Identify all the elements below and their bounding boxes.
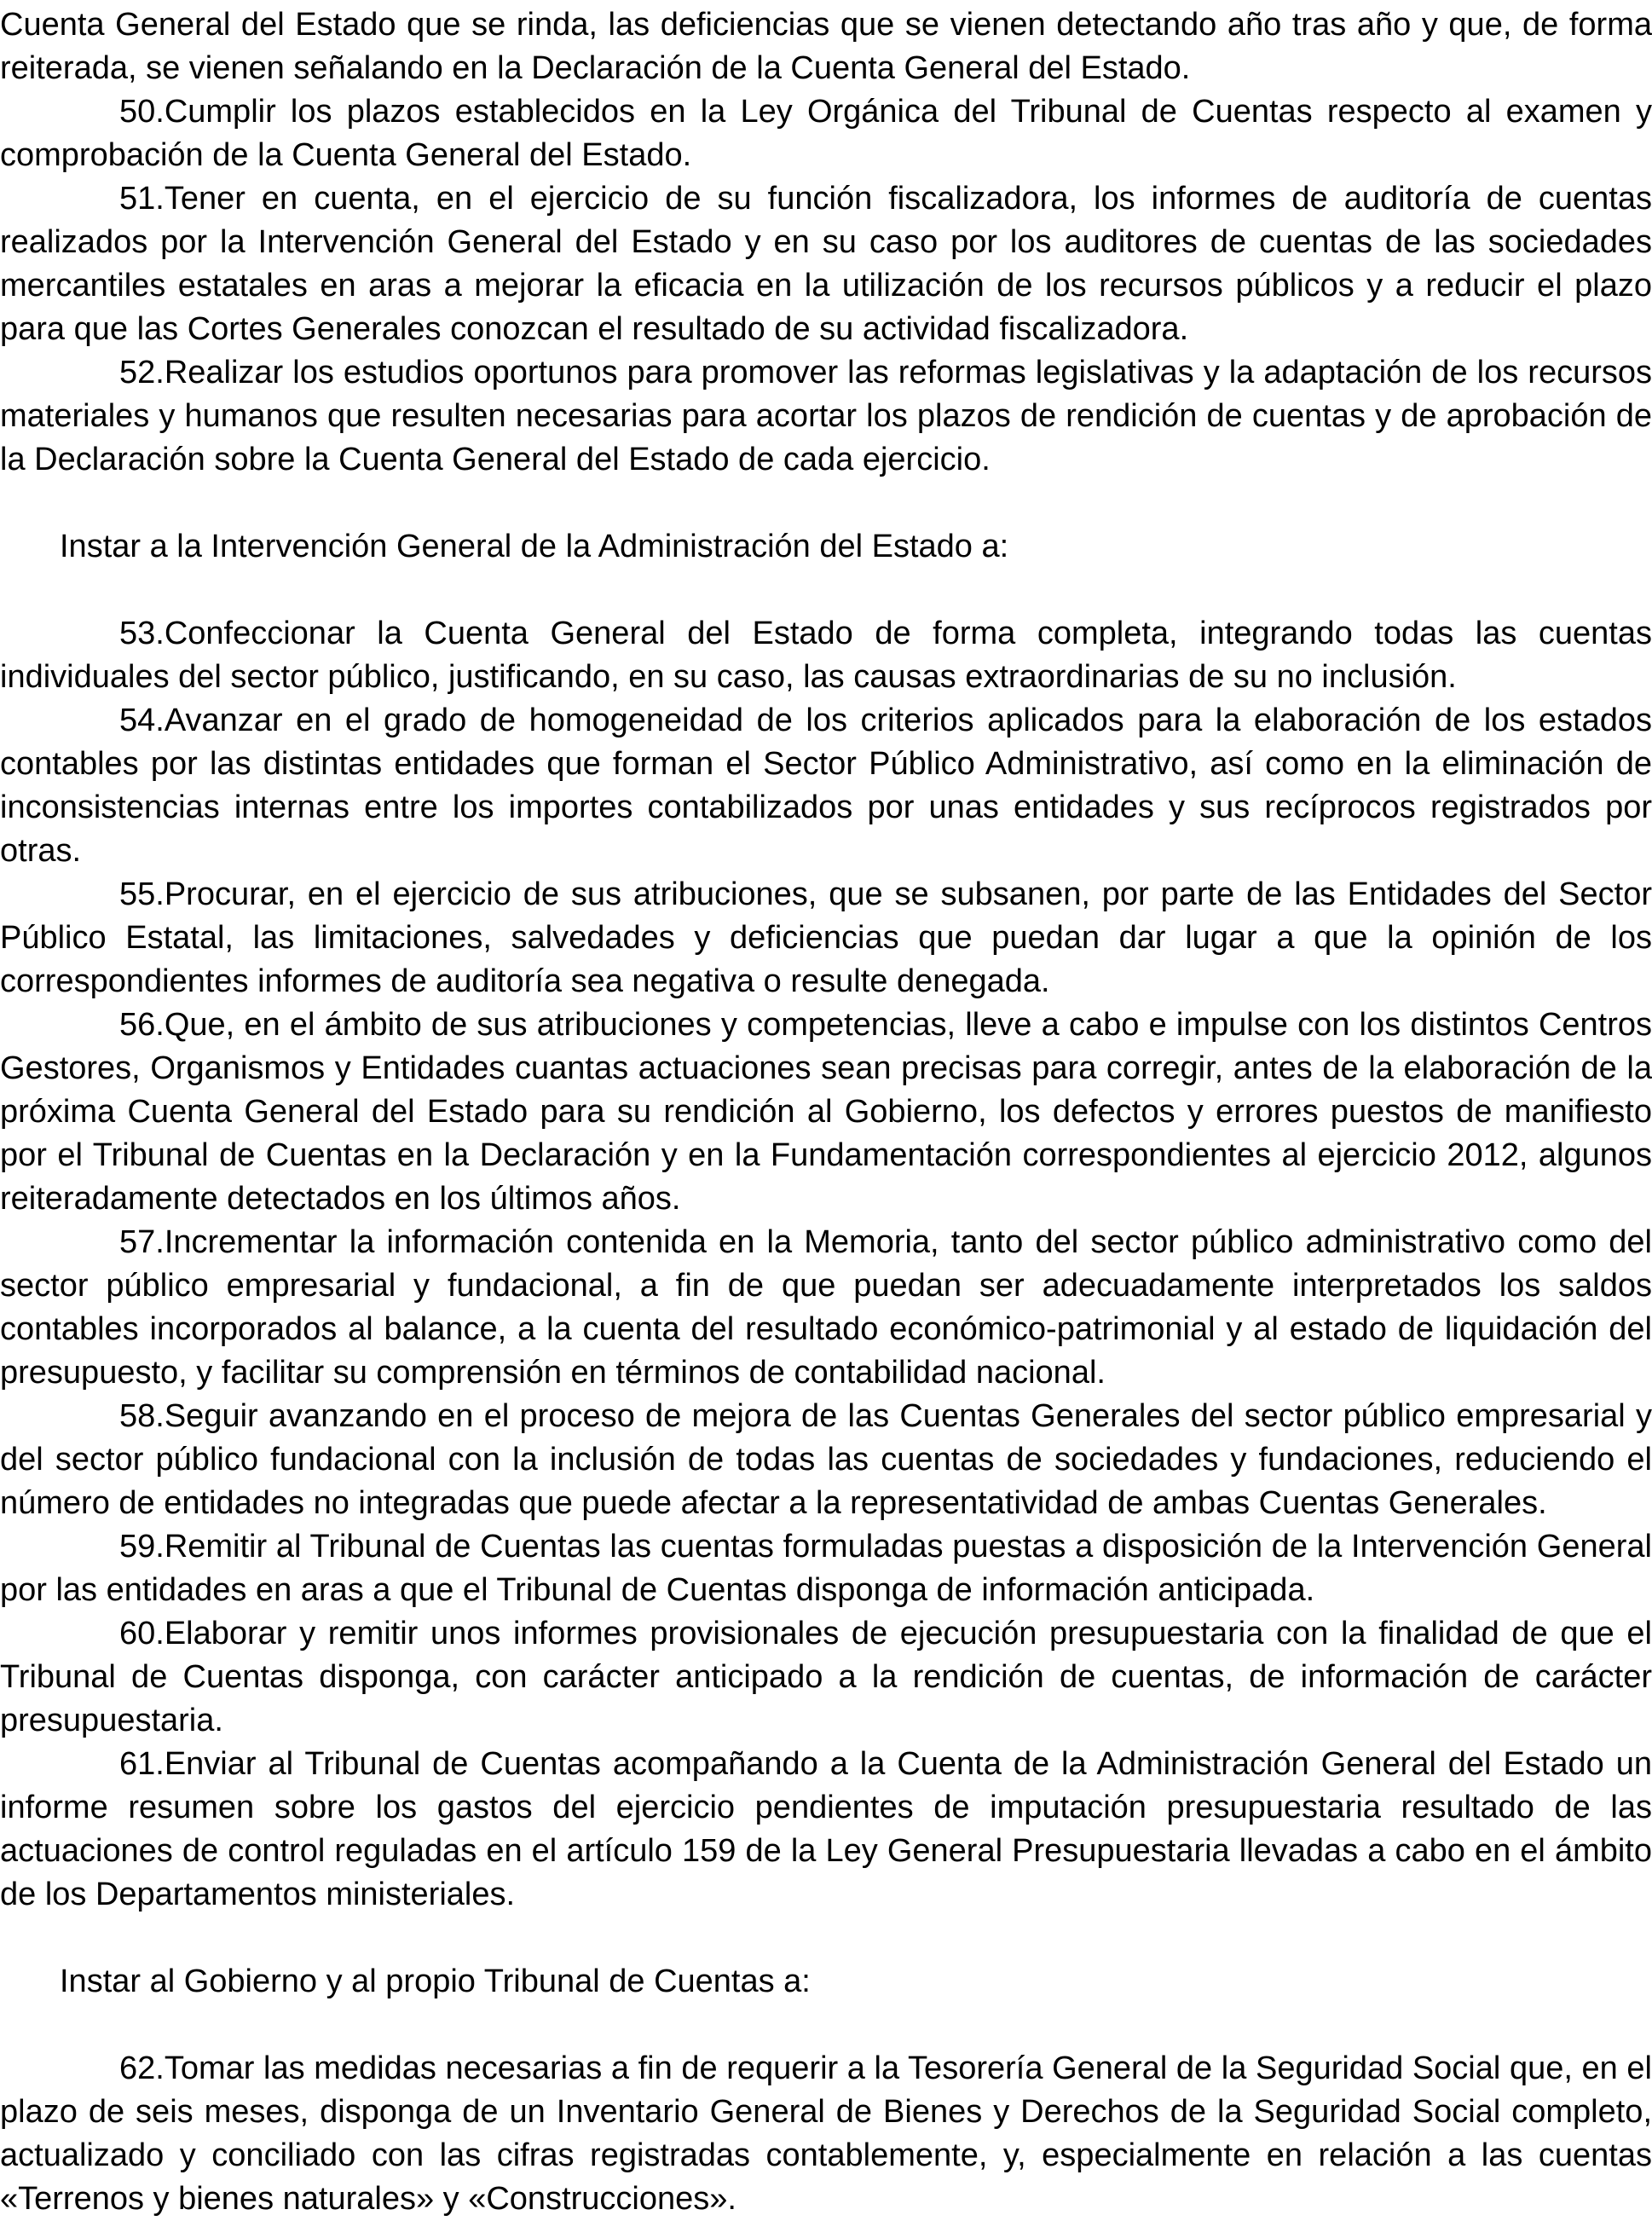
- item-number: 50.: [119, 94, 165, 130]
- item-number: 56.: [119, 1007, 165, 1043]
- intro-gobierno: Instar al Gobierno y al propio Tribunal de Cuentas a:: [60, 1964, 811, 1999]
- item-text: Que, en el ámbito de sus atribuciones y competencias, lleve a cabo e impulse con los distintos Centros Gestores, Organismos y Entidades cuantas actuaciones sean precisas para corregir, antes de la elaboración de la próxima Cuenta General del Estado para su rendición al Gobierno, los defectos y errores puestos de manifiesto por el Tribunal de Cuentas en la Declaración y en la Fundamentación correspondientes al ejercicio 2012, algunos reiteradamente detectados en los últimos años.: [0, 1007, 1652, 1217]
- recommendation-50: [0, 90, 1652, 177]
- item-text: Enviar al Tribunal de Cuentas acompañando a la Cuenta de la Administración General del Estado un informe resumen sobre los gastos del ejercicio pendientes de imputación presupuestaria resultado de las actuaciones de control reguladas en el artículo 159 de la Ley General Presupuestaria llevadas a cabo en el ámbito de los Departamentos ministeriales.: [0, 1746, 1652, 1912]
- item-number: 58.: [119, 1398, 165, 1434]
- recommendation-56: [0, 1003, 1652, 1221]
- recommendation-55: [0, 873, 1652, 1003]
- item-number: 54.: [119, 703, 165, 738]
- item-number: 59.: [119, 1529, 165, 1565]
- recommendations-gobierno: [0, 2047, 1652, 2221]
- recommendation-53: [0, 612, 1652, 699]
- item-text: Elaborar y remitir unos informes provisionales de ejecución presupuestaria con la finalidad de que el Tribunal de Cuentas disponga, con carácter anticipado a la rendición de cuentas, de información de carácter presupuestaria.: [0, 1616, 1652, 1738]
- item-number: 52.: [119, 355, 165, 390]
- item-number: 60.: [119, 1616, 165, 1651]
- item-text: Confeccionar la Cuenta General del Estado de forma completa, integrando todas las cuentas individuales del sector público, justificando, en su caso, las causas extraordinarias de su no inclusión.: [0, 616, 1652, 695]
- recommendation-52: [0, 351, 1652, 482]
- item-text: Tomar las medidas necesarias a fin de requerir a la Tesorería General de la Seguridad Social que, en el plazo de seis meses, disponga de un Inventario General de Bienes y Derechos de la Seguridad Social completo, actualizado y conciliado con las cifras registradas contablemente, y, especialmente en relación a las cuentas «Terrenos y bienes naturales» y «Construcciones».: [0, 2050, 1652, 2217]
- item-text: Seguir avanzando en el proceso de mejora de las Cuentas Generales del sector público empresarial y del sector público fundacional con la inclusión de todas las cuentas de sociedades y fundaciones, reduciendo el número de entidades no integradas que puede afectar a la representatividad de ambas Cuentas Generales.: [0, 1398, 1652, 1521]
- recommendations-tribunal: [0, 90, 1652, 482]
- recommendation-59: [0, 1525, 1652, 1612]
- item-number: 62.: [119, 2050, 165, 2086]
- recommendation-57: [0, 1221, 1652, 1395]
- item-number: 51.: [119, 181, 165, 217]
- recommendations-intervencion: [0, 612, 1652, 1917]
- item-text: Remitir al Tribunal de Cuentas las cuentas formuladas puestas a disposición de la Intervención General por las entidades en aras a que el Tribunal de Cuentas disponga de información anticipada.: [0, 1529, 1652, 1608]
- item-number: 55.: [119, 876, 165, 912]
- item-text: Tener en cuenta, en el ejercicio de su función fiscalizadora, los informes de auditoría de cuentas realizados por la Intervención General del Estado y en su caso por los auditores de cuentas de las sociedades mercantiles estatales en aras a mejorar la eficacia en la utilización de los recursos públicos y a reducir el plazo para que las Cortes Generales conozcan el resultado de su actividad fiscalizadora.: [0, 181, 1652, 347]
- item-text: Procurar, en el ejercicio de sus atribuciones, que se subsanen, por parte de las Entidades del Sector Público Estatal, las limitaciones, salvedades y deficiencias que puedan dar lugar a que la opinión de los correspondientes informes de auditoría sea negativa o resulte denegada.: [0, 876, 1652, 999]
- recommendation-62: [0, 2047, 1652, 2221]
- item-text: Incrementar la información contenida en la Memoria, tanto del sector público administrativo como del sector público empresarial y fundacional, a fin de que puedan ser adecuadamente interpretados los saldos contables incorporados al balance, a la cuenta del resultado económico-patrimonial y al estado de liquidación del presupuesto, y facilitar su comprensión en términos de contabilidad nacional.: [0, 1224, 1652, 1391]
- recommendation-60: [0, 1612, 1652, 1743]
- recommendation-51: [0, 177, 1652, 351]
- item-number: 61.: [119, 1746, 165, 1782]
- continuation-paragraph: Cuenta General del Estado que se rinda, las deficiencias que se vienen detectando año tras año y que, de forma reiterada, se vienen señalando en la Declaración de la Cuenta General del Estado.: [0, 7, 1652, 86]
- intro-intervencion: Instar a la Intervención General de la Administración del Estado a:: [60, 529, 1009, 564]
- item-number: 57.: [119, 1224, 165, 1260]
- recommendation-61: [0, 1743, 1652, 1917]
- item-text: Realizar los estudios oportunos para promover las reformas legislativas y la adaptación de los recursos materiales y humanos que resulten necesarias para acortar los plazos de rendición de cuentas y de aprobación de la Declaración sobre la Cuenta General del Estado de cada ejercicio.: [0, 355, 1652, 477]
- item-number: 53.: [119, 616, 165, 651]
- item-text: Cumplir los plazos establecidos en la Ley Orgánica del Tribunal de Cuentas respecto al examen y comprobación de la Cuenta General del Estado.: [0, 94, 1652, 173]
- recommendation-58: [0, 1395, 1652, 1525]
- recommendation-54: [0, 699, 1652, 873]
- item-text: Avanzar en el grado de homogeneidad de los criterios aplicados para la elaboración de los estados contables por las distintas entidades que forman el Sector Público Administrativo, así como en la eliminación de inconsistencias internas entre los importes contabilizados por unas entidades y sus recíprocos registrados por otras.: [0, 703, 1652, 869]
